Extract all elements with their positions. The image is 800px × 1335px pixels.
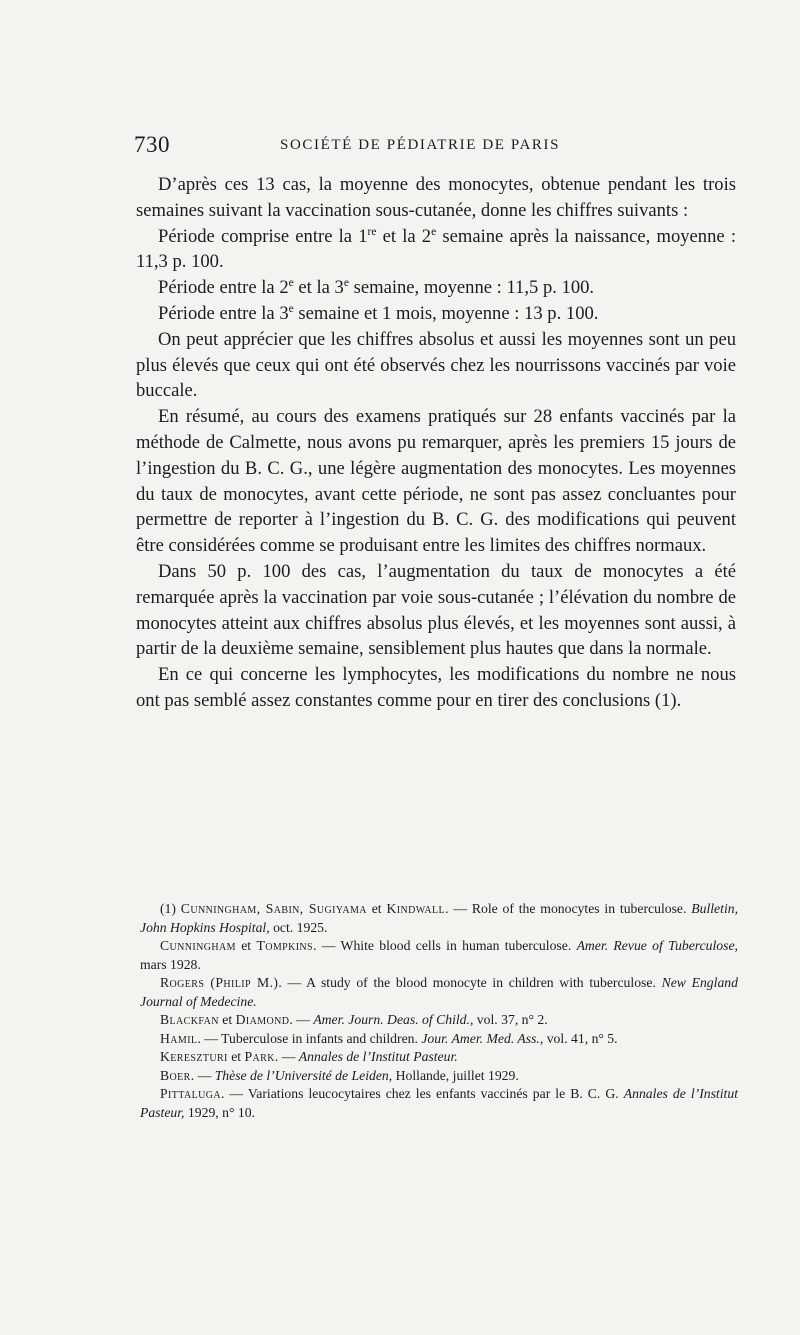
footnote-2-date: mars 1928. [140, 956, 201, 972]
footnote-6-author-2: Park [244, 1049, 275, 1064]
footnote-4 [140, 1011, 738, 1030]
footnote-2 [140, 937, 738, 974]
footnote-5-journal: Jour. Amer. Med. Ass., [421, 1030, 544, 1046]
paragraph-4-sup: e [288, 302, 294, 315]
paragraph-4 [136, 301, 736, 327]
paragraph-2-text-c: semaine après la naissance, moyenne : 11,3 p. 100. [136, 225, 736, 273]
footnote-7-journal: Thèse de l’Université de Leiden, [214, 1067, 393, 1083]
footnote-1-author-2: Kindwall [386, 901, 446, 916]
footnote-4-et: et [218, 1012, 236, 1027]
running-title: SOCIÉTÉ DE PÉDIATRIE DE PARIS [280, 137, 561, 153]
footnote-1-journal: Bulletin, John Hopkins Hospital, [140, 901, 739, 935]
paragraph-4-text-b: semaine et 1 mois, moyenne : 13 p. 100. [293, 302, 599, 324]
footnote-8-text: . — Variations leucocytaires chez les enfants vaccinés par le B. C. G. [220, 1086, 624, 1101]
footnote-5 [140, 1030, 738, 1049]
footnote-8-journal: Annales de l’Institut Pasteur, [140, 1086, 738, 1120]
footnote-7-author: Boer [160, 1067, 191, 1083]
footnote-5-text: . — Tuberculose in infants and children. [197, 1030, 422, 1046]
footnote-3-journal: New England Journal of Medecine. [140, 975, 738, 1009]
footnote-8-date: 1929, n° 10. [184, 1104, 255, 1120]
paragraph-8 [136, 662, 736, 714]
paragraph-2-sup-1: re [367, 225, 377, 238]
footnote-marker: (1) [160, 901, 181, 916]
footnote-6-author-1: Kereszturi [160, 1049, 228, 1064]
paragraph-7-text: Dans 50 p. 100 des cas, l’augmentation du taux de monocytes a été remarquée après la vaccination par voie sous-cutanée ; l’élévation du nombre de monocytes atteint aux chiffres absolus plus élevés, et les moyennes sont aussi, à partir de la deuxième semaine, sensiblement plus hautes que dans la normale. [136, 560, 736, 660]
footnote-7-text: . — [190, 1067, 215, 1083]
paragraph-2-text-a: Période comprise entre la 1 [158, 225, 368, 247]
footnote-7-date: Hollande, juillet 1929. [392, 1067, 519, 1083]
paragraph-2-text-b: et la 2 [376, 225, 432, 247]
footnote-3 [140, 974, 738, 1011]
footnote-4-text: . — [289, 1012, 314, 1027]
paragraph-6 [136, 404, 736, 559]
footnote-1-authors: Cunningham, Sabin, Sugiyama [180, 901, 367, 916]
footnote-2-text: . — White blood cells in human tuberculose. [313, 938, 577, 953]
paragraph-1 [136, 172, 736, 224]
footnote-6 [140, 1048, 738, 1067]
paragraph-3 [136, 275, 736, 301]
paragraph-2 [136, 224, 736, 276]
footnote-4-journal: Amer. Journ. Deas. of Child., [313, 1012, 474, 1027]
footnote-8-author: Pittaluga [160, 1086, 221, 1101]
footnote-5-author: Hamil [160, 1030, 198, 1046]
paragraph-7 [136, 559, 736, 662]
paragraph-5-text: On peut apprécier que les chiffres absolus et aussi les moyennes sont un peu plus élevés que ceux qui ont été observés chez les nourrissons vaccinés par voie buccale. [136, 328, 736, 402]
paragraph-8-text: En ce qui concerne les lymphocytes, les modifications du nombre ne nous ont pas semblé assez constantes comme pour en tirer des conclusions (1). [136, 664, 736, 711]
footnote-5-date: vol. 41, n° 5. [543, 1030, 618, 1046]
page-number: 730 [134, 132, 170, 157]
paragraph-4-text-a: Période entre la 3 [158, 302, 289, 324]
footnote-8 [140, 1085, 738, 1122]
footnote-1-et: et [366, 901, 387, 916]
paragraph-3-text-c: semaine, moyenne : 11,5 p. 100. [348, 277, 595, 299]
footnote-6-text: . — [274, 1049, 299, 1064]
footnote-7 [140, 1067, 738, 1086]
footnote-2-et: et [235, 938, 257, 953]
footnote-1-date: oct. 1925. [269, 919, 328, 935]
footnote-3-author: Rogers (Philip M.) [160, 975, 279, 990]
paragraph-3-sup-1: e [288, 277, 294, 289]
footnote-2-author-2: Tompkins [256, 938, 314, 953]
footnote-2-author-1: Cunningham [160, 938, 236, 953]
footnote-1 [140, 900, 738, 937]
footnote-1-text: . — Role of the monocytes in tuberculose. [445, 901, 692, 916]
footnote-6-journal: Annales de l’Institut Pasteur. [298, 1049, 458, 1064]
paragraph-3-sup-2: e [343, 277, 349, 289]
footnote-3-text: . — A study of the blood monocyte in children with tuberculose. [278, 975, 662, 990]
footnote-2-journal: Amer. Revue of Tuberculose, [576, 938, 738, 953]
paragraph-3-text-b: et la 3 [293, 277, 344, 299]
footnote-6-et: et [227, 1049, 245, 1064]
page-header [134, 132, 736, 164]
paragraph-5 [136, 327, 736, 404]
body-text [136, 172, 736, 714]
paragraph-1-text: D’après ces 13 cas, la moyenne des monocytes, obtenue pendant les trois semaines suivant la vaccination sous-cutanée, donne les chiffres suivants : [136, 174, 736, 221]
footnote-4-author-2: Diamond [235, 1012, 290, 1027]
footnotes [140, 900, 738, 1122]
footnote-4-date: vol. 37, n° 2. [473, 1012, 548, 1027]
footnote-4-author-1: Blackfan [160, 1012, 219, 1027]
paragraph-6-text: En résumé, au cours des examens pratiqués sur 28 enfants vaccinés par la méthode de Calmette, nous avons pu remarquer, après les premiers 15 jours de l’ingestion du B. C. G., une légère augmentation des monocytes. Les moyennes du taux de monocytes, avant cette période, ne sont pas assez concluantes pour permettre de reporter à l’ingestion du B. C. G. des modifications qui peuvent être considérées comme se produisant entre les limites des chiffres normaux. [136, 406, 736, 557]
paragraph-3-text-a: Période entre la 2 [158, 277, 289, 299]
paragraph-2-sup-2: e [431, 225, 437, 238]
